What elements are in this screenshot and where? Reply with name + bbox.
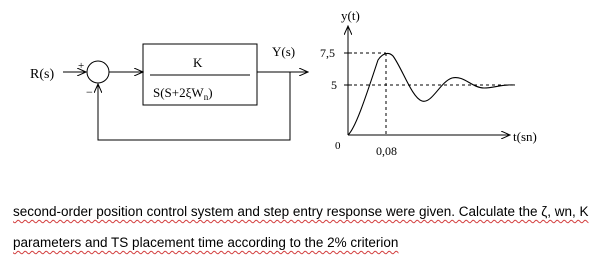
minus-sign: − [86, 85, 93, 99]
y-tick-final: 5 [331, 78, 337, 92]
output-label: Y(s) [272, 44, 296, 59]
x-tick-peak: 0,08 [376, 144, 397, 158]
input-label: R(s) [30, 67, 55, 82]
block-denominator: $S(S+2\xi W_n)$ [153, 85, 213, 102]
plus-sign: + [78, 60, 85, 72]
y-axis-label: y(t) [341, 8, 360, 23]
summing-junction [87, 61, 109, 83]
x-axis-label: t(sn) [513, 129, 537, 144]
feedback-path [98, 72, 290, 140]
question-text-2: parameters and TS placement time according to the 2% criterion [13, 235, 399, 250]
question-text-1: second-order position control system and step entry response were given. Calculate the ζ, wn, K [13, 204, 589, 219]
question-line-1 [13, 203, 589, 221]
block-numerator: K [193, 55, 203, 70]
step-response-curve [348, 53, 515, 135]
question-line-2 [13, 234, 398, 252]
x-tick-origin: 0 [335, 140, 341, 152]
y-tick-peak: 7,5 [320, 46, 335, 60]
